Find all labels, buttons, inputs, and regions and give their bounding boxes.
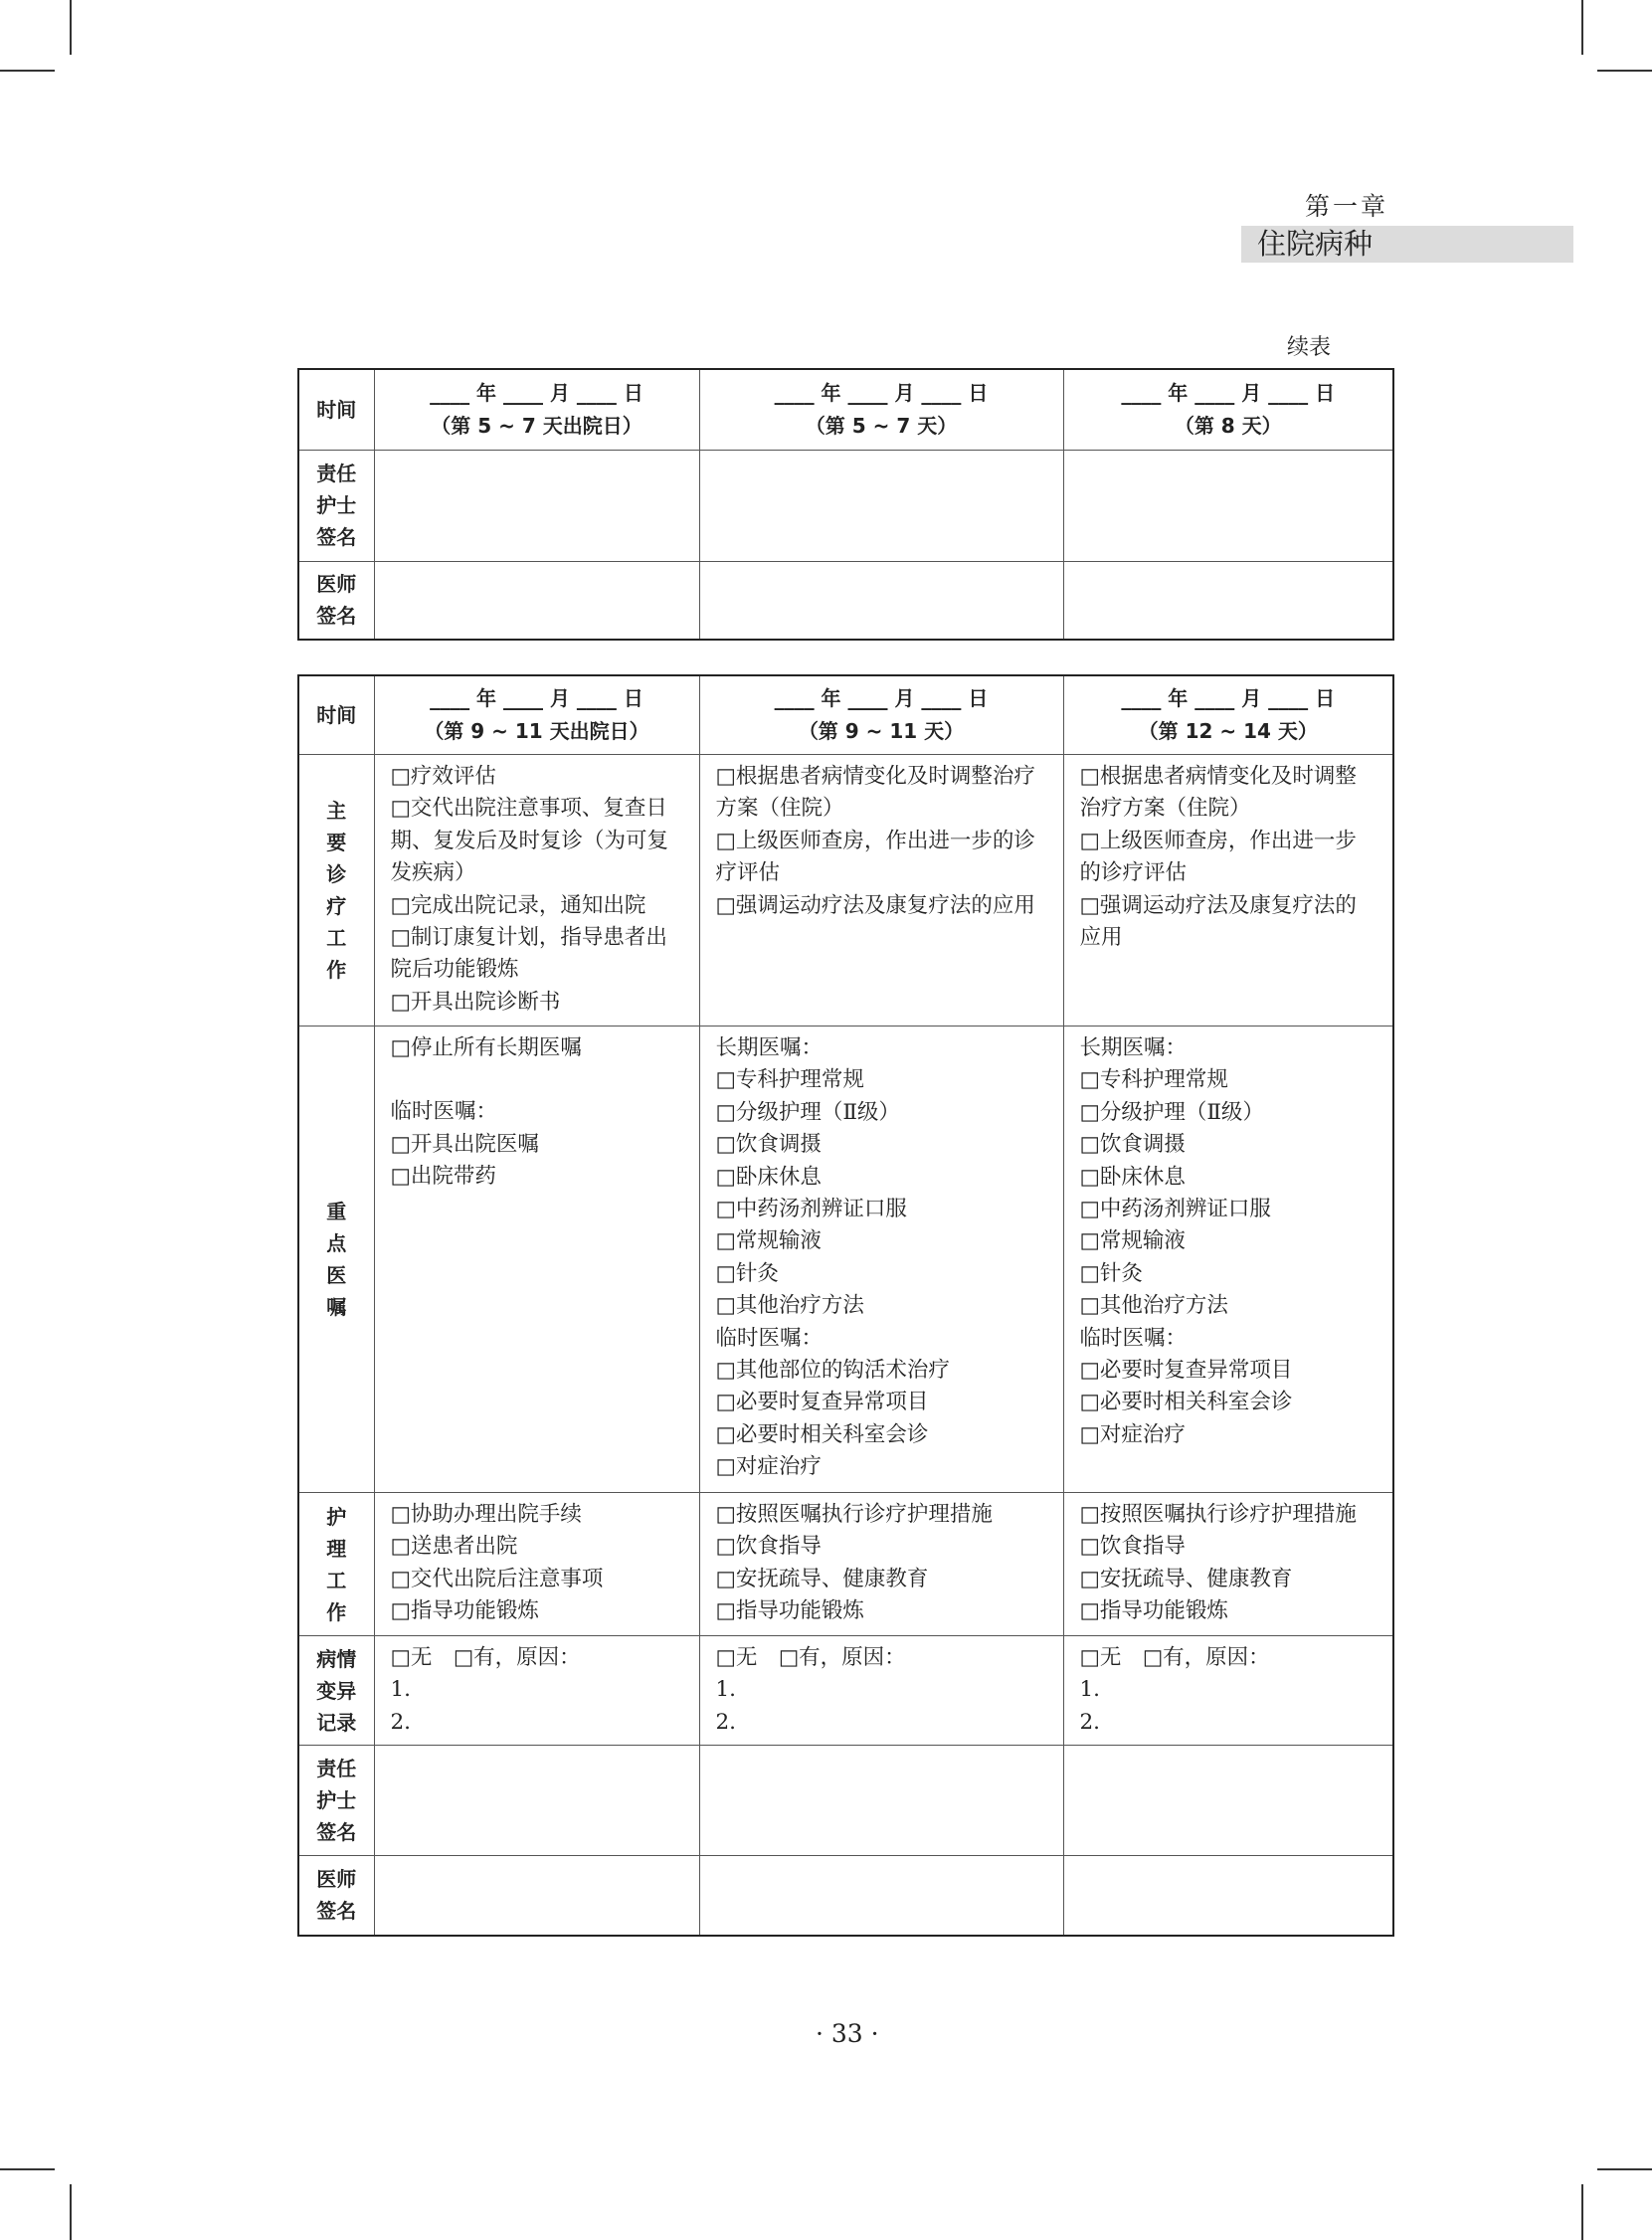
date-header: ____ 年 ____ 月 ____ 日 （第 9 ~ 11 天） <box>699 675 1063 755</box>
list-item: □无 □有，原因： <box>1079 1645 1270 1670</box>
main-work-label: 主要诊疗工作 <box>298 755 374 1027</box>
variance-cell[interactable] <box>1063 1636 1393 1746</box>
list-item: □卧床休息 <box>715 1164 822 1190</box>
list-item: □中药汤剂辨证口服 <box>1079 1197 1271 1222</box>
list-item: □针灸 <box>715 1260 779 1286</box>
list-item: □制订康复计划，指导患者出院后功能锻炼 <box>390 925 667 983</box>
crop-mark <box>70 2184 72 2240</box>
orders-cell <box>1063 1027 1393 1493</box>
list-item: 长期医嘱： <box>715 1035 824 1060</box>
list-item: □分级护理（Ⅱ级） <box>715 1099 900 1125</box>
list-item: □安抚疏导、健康教育 <box>715 1566 929 1591</box>
list-item: □饮食指导 <box>1079 1534 1186 1560</box>
variance-cell[interactable] <box>699 1636 1063 1746</box>
list-item: □必要时复查异常项目 <box>715 1390 929 1415</box>
signature-field[interactable] <box>699 1746 1063 1856</box>
date-header: ____ 年 ____ 月 ____ 日 （第 9 ~ 11 天出院日） <box>374 675 699 755</box>
list-item: □无 □有，原因： <box>715 1645 906 1670</box>
section-title: 住院病种 <box>1241 226 1573 263</box>
list-item: □停止所有长期医嘱 <box>390 1035 582 1060</box>
nursing-label: 护理工作 <box>298 1493 374 1636</box>
list-item: □协助办理出院手续 <box>390 1502 582 1527</box>
date-header: ____ 年 ____ 月 ____ 日 （第 8 天） <box>1063 369 1393 450</box>
nurse-signature-label: 责任护士签名 <box>298 1746 374 1856</box>
page-number: · 33 · <box>816 2019 879 2048</box>
signature-field[interactable] <box>374 1746 699 1856</box>
main-work-cell <box>374 755 699 1027</box>
signature-field[interactable] <box>1063 1746 1393 1856</box>
date-header: ____ 年 ____ 月 ____ 日 （第 12 ~ 14 天） <box>1063 675 1393 755</box>
list-item: □专科护理常规 <box>1079 1067 1228 1093</box>
time-label: 时间 <box>298 369 374 450</box>
list-item: □常规输液 <box>715 1228 822 1254</box>
main-work-cell <box>1063 755 1393 1027</box>
doctor-signature-label: 医师签名 <box>298 561 374 640</box>
nurse-signature-label: 责任护士签名 <box>298 450 374 561</box>
list-item: □专科护理常规 <box>715 1067 864 1093</box>
main-work-cell <box>699 755 1063 1027</box>
variance-label: 病情变异记录 <box>298 1636 374 1746</box>
list-item: 临时医嘱： <box>715 1325 824 1351</box>
list-item: □常规输液 <box>1079 1228 1186 1254</box>
list-item: □交代出院后注意事项 <box>390 1566 604 1591</box>
orders-cell <box>699 1027 1063 1493</box>
list-item: □交代出院注意事项、复查日期、复发后及时复诊（为可复发疾病） <box>390 796 669 886</box>
list-item: 临时医嘱： <box>1079 1325 1188 1351</box>
signature-field[interactable] <box>1063 450 1393 561</box>
list-item: □上级医师查房，作出进一步的诊疗评估 <box>1079 828 1357 886</box>
signature-field[interactable] <box>699 561 1063 640</box>
crop-mark <box>0 70 55 72</box>
list-item: □其他部位的钩活术治疗 <box>715 1358 950 1384</box>
list-item: 1. <box>715 1677 737 1703</box>
list-item: □其他治疗方法 <box>715 1293 864 1319</box>
list-item: □安抚疏导、健康教育 <box>1079 1566 1293 1591</box>
list-item: □必要时相关科室会诊 <box>1079 1390 1293 1415</box>
list-item: 1. <box>1079 1677 1101 1703</box>
list-item: □中药汤剂辨证口服 <box>715 1197 907 1222</box>
signature-field[interactable] <box>1063 561 1393 640</box>
list-item: □饮食调摄 <box>1079 1132 1186 1158</box>
date-header: ____ 年 ____ 月 ____ 日 （第 5 ~ 7 天出院日） <box>374 369 699 450</box>
continued-label: 续表 <box>1287 335 1332 360</box>
list-item: □其他治疗方法 <box>1079 1293 1228 1319</box>
list-item: □必要时复查异常项目 <box>1079 1358 1293 1384</box>
signature-field[interactable] <box>699 1856 1063 1936</box>
crop-mark <box>1581 0 1583 55</box>
chapter-title: 第一章 <box>1305 192 1389 221</box>
time-label: 时间 <box>298 675 374 755</box>
list-item: □上级医师查房，作出进一步的诊疗评估 <box>715 828 1035 886</box>
list-item: □送患者出院 <box>390 1534 518 1560</box>
list-item: 2. <box>715 1709 737 1735</box>
list-item: □饮食调摄 <box>715 1132 822 1158</box>
list-item: 2. <box>1079 1709 1101 1735</box>
crop-mark <box>1597 2168 1652 2170</box>
signature-field[interactable] <box>374 1856 699 1936</box>
list-item: 1. <box>390 1677 412 1703</box>
list-item: □疗效评估 <box>390 764 496 789</box>
list-item: □强调运动疗法及康复疗法的应用 <box>715 892 1035 918</box>
orders-label: 重点医嘱 <box>298 1027 374 1493</box>
signature-field[interactable] <box>1063 1856 1393 1936</box>
crop-mark <box>0 2168 55 2170</box>
variance-cell[interactable] <box>374 1636 699 1746</box>
list-item: 临时医嘱： <box>390 1099 498 1125</box>
list-item: □对症治疗 <box>1079 1421 1186 1447</box>
list-item: □卧床休息 <box>1079 1164 1186 1190</box>
crop-mark <box>70 0 72 55</box>
pathway-table-1 <box>297 368 1394 641</box>
list-item: □饮食指导 <box>715 1534 822 1560</box>
list-item: □根据患者病情变化及时调整治疗方案（住院） <box>1079 764 1357 822</box>
list-item: □开具出院医嘱 <box>390 1131 539 1157</box>
list-item: □出院带药 <box>390 1164 496 1190</box>
main-work-row <box>298 755 1393 1027</box>
date-header: ____ 年 ____ 月 ____ 日 （第 5 ~ 7 天） <box>699 369 1063 450</box>
nursing-row <box>298 1493 1393 1636</box>
list-item: □开具出院诊断书 <box>390 989 561 1015</box>
list-item: 2. <box>390 1709 412 1735</box>
list-item: □按照医嘱执行诊疗护理措施 <box>1079 1502 1357 1527</box>
list-item: □针灸 <box>1079 1260 1143 1286</box>
nursing-cell <box>374 1493 699 1636</box>
list-item: □强调运动疗法及康复疗法的应用 <box>1079 892 1357 951</box>
list-item: □完成出院记录，通知出院 <box>390 892 646 918</box>
list-item: □分级护理（Ⅱ级） <box>1079 1099 1264 1125</box>
list-item: □指导功能锻炼 <box>1079 1598 1228 1624</box>
variance-row <box>298 1636 1393 1746</box>
signature-field[interactable] <box>374 561 699 640</box>
list-item <box>391 1064 683 1096</box>
orders-row <box>298 1027 1393 1493</box>
list-item: □指导功能锻炼 <box>390 1598 539 1624</box>
pathway-table-2 <box>297 674 1394 1937</box>
crop-mark <box>1581 2184 1583 2240</box>
list-item: 长期医嘱： <box>1079 1035 1188 1060</box>
list-item: □必要时相关科室会诊 <box>715 1421 929 1447</box>
list-item: □根据患者病情变化及时调整治疗方案（住院） <box>715 764 1035 822</box>
doctor-signature-label: 医师签名 <box>298 1856 374 1936</box>
nursing-cell <box>1063 1493 1393 1636</box>
orders-cell <box>374 1027 699 1493</box>
crop-mark <box>1597 70 1652 72</box>
list-item: □无 □有，原因： <box>390 1645 581 1670</box>
list-item: □按照医嘱执行诊疗护理措施 <box>715 1502 993 1527</box>
list-item: □对症治疗 <box>715 1454 822 1480</box>
list-item: □指导功能锻炼 <box>715 1598 864 1624</box>
signature-field[interactable] <box>699 450 1063 561</box>
nursing-cell <box>699 1493 1063 1636</box>
signature-field[interactable] <box>374 450 699 561</box>
